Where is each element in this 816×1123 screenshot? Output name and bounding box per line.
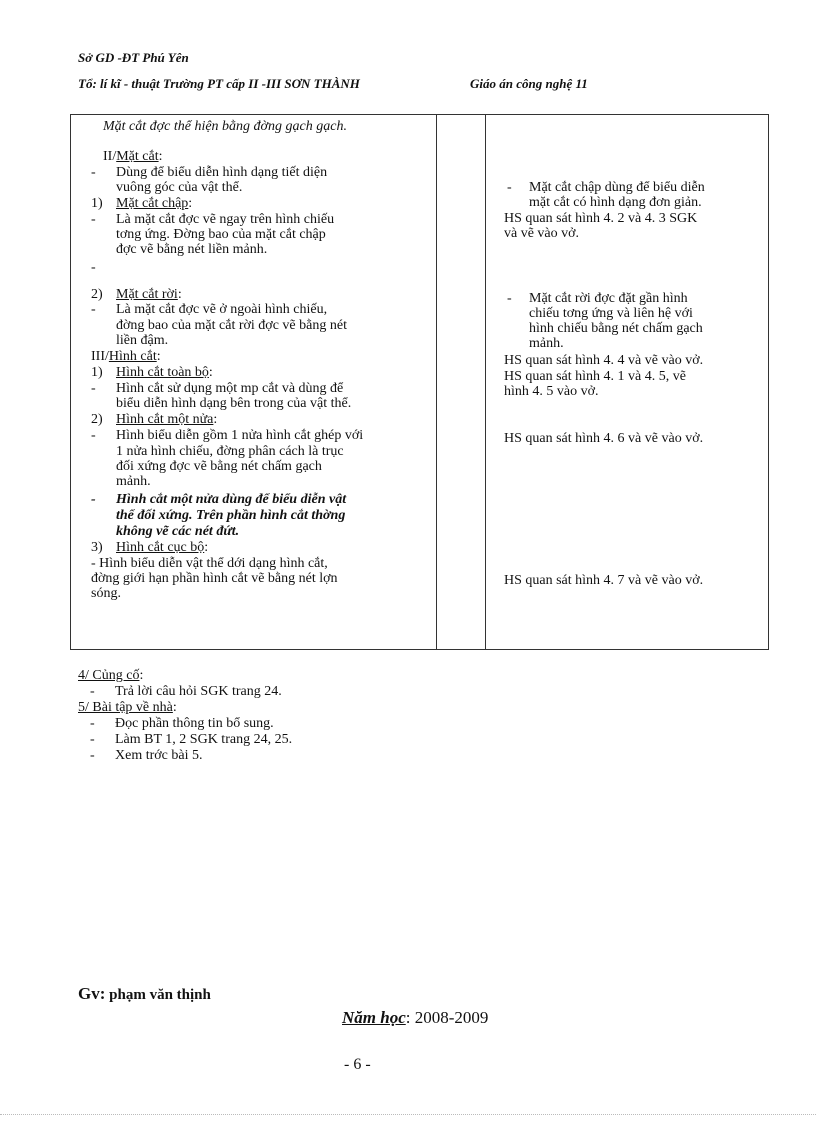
hinh-cat-mot-nua-line-1: Hình biểu diễn gồm 1 nửa hình cắt ghép với: [116, 428, 364, 443]
section-5-line-1: Đọc phần thông tin bổ sung.: [115, 716, 274, 731]
school-label: Tổ: lí kĩ - thuật Trường PT cấp II -III SƠN THÀNH: [78, 76, 360, 91]
section-ii-heading: II/Mặt cắt:: [103, 149, 163, 164]
section-iii-heading: III/Hình cắt:: [91, 349, 161, 364]
hinh-cat-mot-nua-note-1: Hình cắt một nửa dùng để biểu diễn vật: [116, 492, 347, 507]
hinh-cat-mot-nua-line-3: đối xứng đợc vẽ bằng nét chấm gạch: [116, 459, 322, 474]
mat-cat-roi-line-3: liền đậm.: [116, 333, 169, 348]
section-5-line-3: Xem trớc bài 5.: [115, 748, 203, 763]
bullet-dash: -: [90, 716, 95, 731]
section-ii-1-number: 1): [91, 196, 103, 211]
section-iii-2-number: 2): [91, 412, 103, 427]
section-4-line-1: Trả lời câu hỏi SGK trang 24.: [115, 684, 282, 699]
right-note-5-line-2: hình 4. 5 vào vở.: [504, 384, 599, 399]
bullet-dash: -: [91, 492, 96, 507]
right-note-4: HS quan sát hình 4. 4 và vẽ vào vở.: [504, 353, 704, 368]
section-5-line-2: Làm BT 1, 2 SGK trang 24, 25.: [115, 732, 293, 747]
section-4-heading: 4/ Củng cố:: [78, 668, 144, 683]
department-label: Sở GD -ĐT Phú Yên: [78, 50, 189, 65]
section-iii-2-heading: Hình cắt một nửa:: [116, 412, 218, 427]
bullet-dash: -: [91, 260, 96, 275]
bullet-dash: -: [91, 302, 96, 317]
section-iii-3-heading: Hình cắt cục bộ:: [116, 540, 209, 555]
bullet-dash: -: [91, 381, 96, 396]
school-year: Năm học: 2008-2009: [342, 1008, 489, 1027]
section-5-heading: 5/ Bài tập về nhà:: [78, 700, 177, 715]
section-ii-2-number: 2): [91, 287, 103, 302]
page-bottom-divider: [0, 1114, 816, 1115]
right-note-7: HS quan sát hình 4. 7 và vẽ vào vở.: [504, 573, 704, 588]
right-note-6: HS quan sát hình 4. 6 và vẽ vào vở.: [504, 431, 704, 446]
hinh-cat-mot-nua-note-3: không vẽ các nét đứt.: [116, 524, 240, 539]
section-iii-1-heading: Hình cắt toàn bộ:: [116, 365, 213, 380]
right-note-5-line-1: HS quan sát hình 4. 1 và 4. 5, vẽ: [504, 369, 686, 384]
lesson-table: [70, 114, 769, 650]
mat-cat-chap-line-1: Là mặt cắt đợc vẽ ngay trên hình chiếu: [116, 212, 335, 227]
intro-text: Mặt cắt đợc thể hiện bằng đờng gạch gạch.: [103, 119, 347, 134]
bullet-dash: -: [91, 212, 96, 227]
right-note-3-line-1: Mặt cắt rời đợc đặt gần hình: [529, 291, 688, 306]
bullet-dash: -: [507, 180, 512, 195]
column-divider-2: [485, 115, 486, 649]
bullet-dash: -: [90, 732, 95, 747]
section-ii-line-2: vuông góc của vật thể.: [116, 180, 243, 195]
hinh-cat-cuc-bo-line-1: - Hình biểu diễn vật thể dới dạng hình cắt,: [91, 556, 328, 571]
right-note-2-line-1: HS quan sát hình 4. 2 và 4. 3 SGK: [504, 211, 698, 226]
column-divider-1: [436, 115, 437, 649]
right-note-3-line-2: chiếu tơng ứng và liên hệ với: [529, 306, 693, 321]
subject-label: Giáo án công nghệ 11: [470, 76, 588, 91]
section-ii-2-heading: Mặt cắt rời:: [116, 287, 182, 302]
mat-cat-chap-line-2: tơng ứng. Đờng bao của mặt cắt chập: [116, 227, 326, 242]
right-note-2-line-2: và vẽ vào vở.: [504, 226, 580, 241]
teacher-line: Gv: phạm văn thịnh: [78, 984, 211, 1003]
hinh-cat-mot-nua-note-2: thể đối xứng. Trên phần hình cắt thờng: [116, 508, 346, 523]
hinh-cat-cuc-bo-line-2: đờng giới hạn phần hình cắt vẽ bằng nét lợn: [91, 571, 338, 586]
hinh-cat-cuc-bo-line-3: sóng.: [91, 586, 121, 601]
right-note-1-line-1: Mặt cắt chập dùng để biểu diễn: [529, 180, 705, 195]
bullet-dash: -: [90, 748, 95, 763]
right-note-3-line-4: mảnh.: [529, 336, 564, 351]
mat-cat-roi-line-1: Là mặt cắt đợc vẽ ở ngoài hình chiếu,: [116, 302, 328, 317]
section-iii-3-number: 3): [91, 540, 103, 555]
bullet-dash: -: [91, 428, 96, 443]
bullet-dash: -: [91, 165, 96, 180]
hinh-cat-mot-nua-line-2: 1 nửa hình chiếu, đờng phân cách là trục: [116, 444, 344, 459]
mat-cat-roi-line-2: đờng bao của mặt cắt rời đợc vẽ bằng nét: [116, 318, 347, 333]
section-iii-1-number: 1): [91, 365, 103, 380]
hinh-cat-toan-bo-line-1: Hình cắt sử dụng một mp cắt và dùng để: [116, 381, 344, 396]
bullet-dash: -: [90, 684, 95, 699]
section-ii-line-1: Dùng để biểu diễn hình dạng tiết diện: [116, 165, 328, 180]
mat-cat-chap-line-3: đợc vẽ bằng nét liền mảnh.: [116, 242, 268, 257]
right-note-1-line-2: mặt cắt có hình dạng đơn giản.: [529, 195, 702, 210]
hinh-cat-toan-bo-line-2: biểu diễn hình dạng bên trong của vật thể.: [116, 396, 352, 411]
page-number: - 6 -: [344, 1056, 371, 1073]
right-note-3-line-3: hình chiếu bằng nét chấm gạch: [529, 321, 703, 336]
hinh-cat-mot-nua-line-4: mảnh.: [116, 474, 151, 489]
bullet-dash: -: [507, 291, 512, 306]
section-ii-1-heading: Mặt cắt chập:: [116, 196, 193, 211]
